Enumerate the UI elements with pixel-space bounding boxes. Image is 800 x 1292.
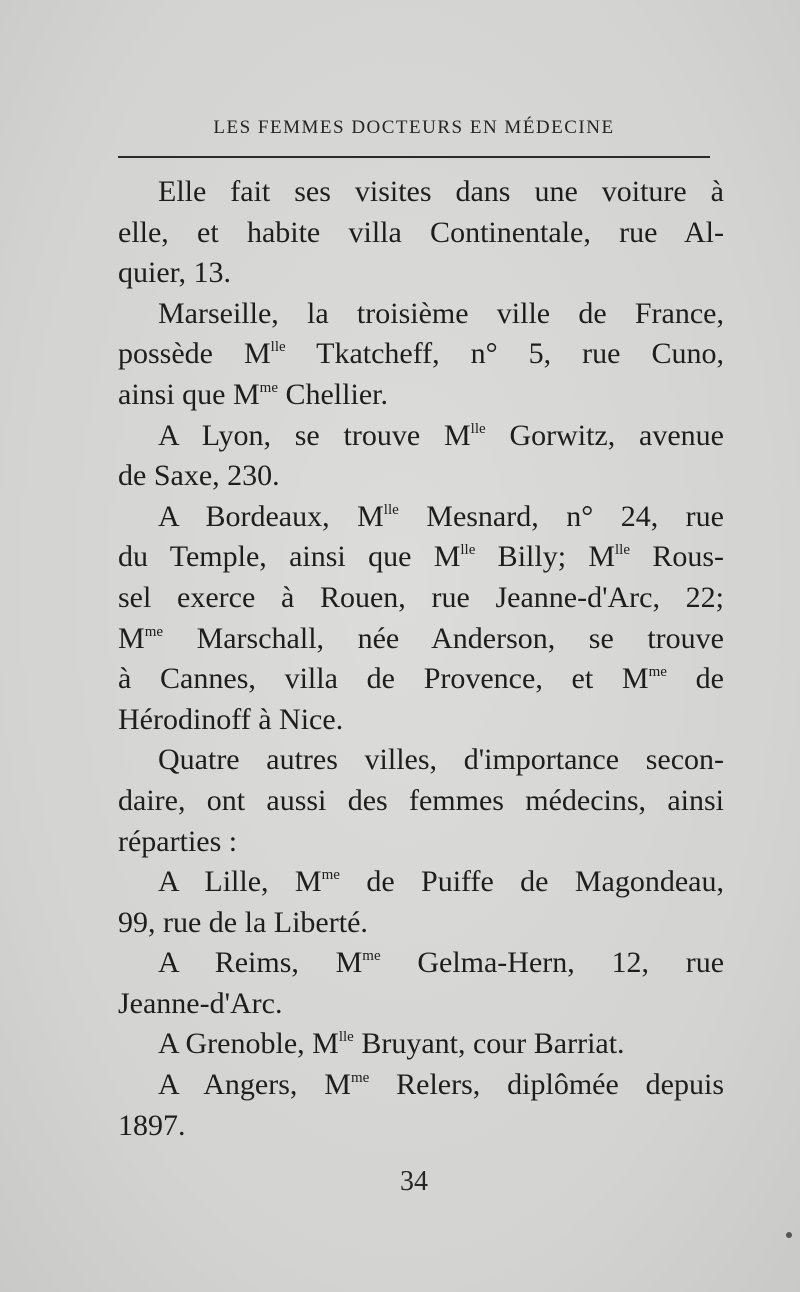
- text-line: elle, et habite villa Continentale, rue Al-: [118, 215, 724, 249]
- text-line: 1897.: [118, 1108, 186, 1142]
- body-text: [118, 172, 724, 1146]
- text-line: Marseille, la troisième ville de France,: [158, 296, 724, 330]
- text-line: du Temple, ainsi que $M^{lle}$ Billy; $M^{lle}$ Rous-: [118, 540, 724, 574]
- text-line: Quatre autres villes, d'importance secon-: [158, 743, 724, 777]
- text-line: Elle fait ses visites dans une voiture à: [158, 175, 724, 208]
- header-rule: [118, 156, 710, 158]
- text-line: à Cannes, villa de Provence, et $M^{me}$ de: [118, 662, 724, 696]
- page-number: 34: [400, 1166, 428, 1197]
- text-line: Hérodinoff à Nice.: [118, 702, 344, 736]
- text-line: $M^{me}$ Marschall, née Anderson, se trouve: [118, 621, 724, 655]
- running-head: LES FEMMES DOCTEURS EN MÉDECINE: [213, 117, 615, 138]
- text-line: A Lille, $M^{me}$ de Puiffe de Magondeau,: [158, 865, 724, 899]
- text-line: ainsi que $M^{me}$ Chellier.: [118, 377, 388, 411]
- text-line: de Saxe, 230.: [118, 459, 280, 493]
- text-line: réparties :: [118, 824, 238, 858]
- text-line: daire, ont aussi des femmes médecins, ainsi: [118, 783, 724, 817]
- text-line: A Grenoble, $M^{lle}$ Bruyant, cour Barriat.: [158, 1027, 625, 1061]
- text-line: possède $M^{lle}$ Tkatcheff, n° 5, rue Cuno,: [118, 337, 725, 371]
- text-line: A Angers, $M^{me}$ Relers, diplômée depuis: [158, 1068, 724, 1102]
- text-line: sel exerce à Rouen, rue Jeanne-d'Arc, 22;: [118, 580, 724, 614]
- text-line: 99, rue de la Liberté.: [118, 905, 368, 939]
- text-line: A Lyon, se trouve $M^{lle}$ Gorwitz, avenue: [158, 418, 724, 452]
- text-line: A Bordeaux, $M^{lle}$ Mesnard, n° 24, rue: [158, 499, 724, 533]
- text-line: quier, 13.: [118, 256, 231, 290]
- paper-speck: [786, 1232, 792, 1238]
- text-line: Jeanne-d'Arc.: [118, 986, 283, 1020]
- text-line: A Reims, $M^{me}$ Gelma-Hern, 12, rue: [158, 946, 725, 980]
